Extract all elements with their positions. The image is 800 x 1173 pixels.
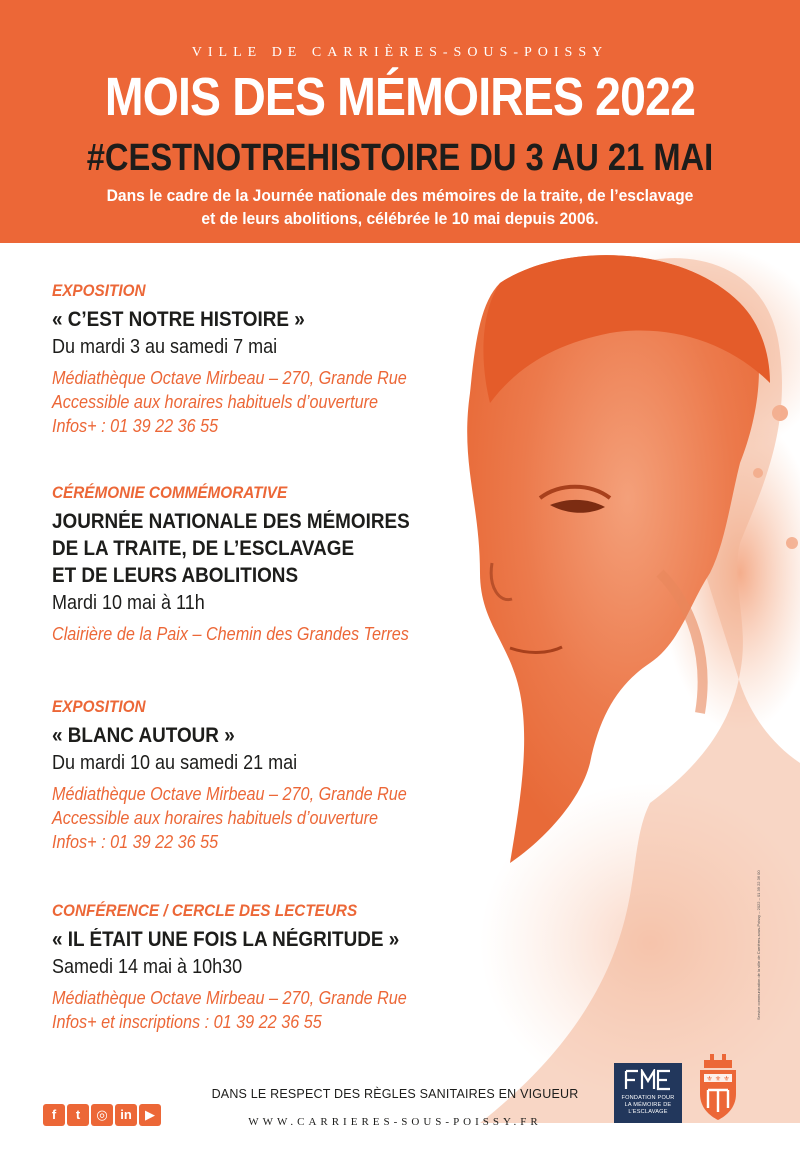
intro-line-2: et de leurs abolitions, célébrée le 10 mai depuis 2006.	[201, 209, 599, 228]
sanitary-notice: DANS LE RESPECT DES RÈGLES SANITAIRES EN VIGUEUR	[211, 1087, 579, 1101]
event-date: Samedi 14 mai à 10h30	[52, 956, 243, 978]
fme-logo-line: LA MÉMOIRE DE	[624, 1102, 672, 1108]
event-title-line: DE LA TRAITE, DE L’ESCLAVAGE	[52, 537, 355, 560]
event-title-line: « BLANC AUTOUR »	[52, 724, 235, 747]
fme-logo-line: FONDATION POUR	[621, 1095, 675, 1101]
poster-title: MOIS DES MÉMOIRES 2022	[104, 67, 696, 127]
event-hours: Accessible aux horaires habituels d’ouverture	[52, 808, 378, 828]
event-title	[52, 306, 466, 333]
event-venue: Clairière de la Paix – Chemin des Grandes Terres	[52, 624, 409, 644]
fme-mark-icon	[624, 1069, 672, 1091]
event-category: CONFÉRENCE / CERCLE DES LECTEURS	[52, 901, 358, 920]
event-2	[52, 482, 512, 646]
linkedin-icon[interactable]: in	[115, 1104, 137, 1126]
event-phone: Infos+ : 01 39 22 36 55	[52, 416, 219, 436]
event-category: EXPOSITION	[52, 281, 146, 300]
event-date: Du mardi 3 au samedi 7 mai	[52, 336, 278, 358]
instagram-icon[interactable]: ◎	[91, 1104, 113, 1126]
event-hours: Accessible aux horaires habituels d’ouverture	[52, 392, 378, 412]
website-link[interactable]: WWW.CARRIERES-SOUS-POISSY.FR	[248, 1116, 542, 1128]
event-date: Mardi 10 mai à 11h	[52, 592, 205, 614]
event-venue: Médiathèque Octave Mirbeau – 270, Grande Rue	[52, 784, 407, 804]
print-credit: Service communication de la ville de Carrières-sous-Poissy – 2022 – 01 39 22 36 00	[756, 870, 761, 1020]
fme-logo	[614, 1063, 682, 1123]
event-title-line: « C’EST NOTRE HISTOIRE »	[52, 308, 305, 331]
event-phone: Infos+ : 01 39 22 36 55	[52, 832, 219, 852]
event-title	[52, 722, 466, 749]
event-title	[52, 508, 466, 589]
city-crest-icon	[696, 1050, 740, 1122]
intro-text	[32, 184, 768, 230]
event-venue: Médiathèque Octave Mirbeau – 270, Grande Rue	[52, 368, 407, 388]
event-category: CÉRÉMONIE COMMÉMORATIVE	[52, 483, 288, 502]
youtube-icon[interactable]: ▶	[139, 1104, 161, 1126]
event-info	[52, 782, 512, 854]
event-category: EXPOSITION	[52, 697, 146, 716]
event-date: Du mardi 10 au samedi 21 mai	[52, 752, 298, 774]
intro-line-1: Dans le cadre de la Journée nationale des mémoires de la traite, de l’esclavage	[106, 186, 694, 205]
event-info	[52, 622, 512, 646]
social-links	[43, 1104, 161, 1126]
event-info	[52, 366, 512, 438]
event-1	[52, 280, 512, 438]
twitter-icon[interactable]: t	[67, 1104, 89, 1126]
svg-text:⚜ ⚜ ⚜: ⚜ ⚜ ⚜	[706, 1075, 730, 1083]
facebook-icon[interactable]: f	[43, 1104, 65, 1126]
event-4	[52, 900, 512, 1034]
header-banner	[0, 0, 800, 243]
event-3	[52, 696, 512, 854]
event-title-line: JOURNÉE NATIONALE DES MÉMOIRES	[52, 510, 410, 533]
fme-logo-line: L’ESCLAVAGE	[628, 1109, 668, 1115]
event-title-line: « IL ÉTAIT UNE FOIS LA NÉGRITUDE »	[52, 928, 400, 951]
hashtag-dates: #CESTNOTREHISTOIRE DU 3 AU 21 MAI	[86, 137, 714, 179]
event-title	[52, 926, 466, 953]
city-name: VILLE DE CARRIÈRES-SOUS-POISSY	[191, 45, 609, 60]
event-title-line: ET DE LEURS ABOLITIONS	[52, 564, 299, 587]
event-phone: Infos+ et inscriptions : 01 39 22 36 55	[52, 1012, 322, 1032]
fme-logo-text	[616, 1095, 680, 1116]
event-info	[52, 986, 512, 1034]
event-venue: Médiathèque Octave Mirbeau – 270, Grande Rue	[52, 988, 407, 1008]
